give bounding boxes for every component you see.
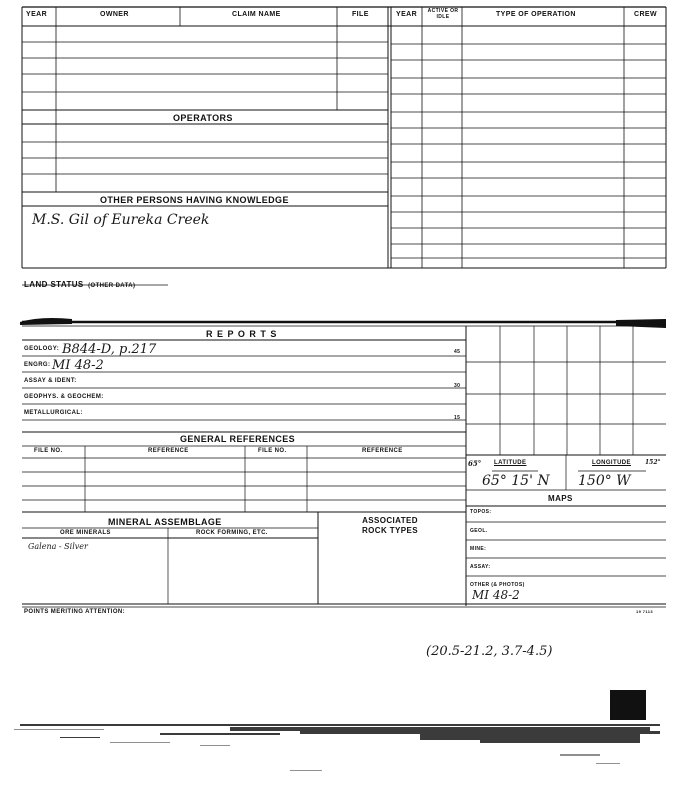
maps-label-mine: MINE: <box>470 546 487 552</box>
land-status-subtitle: (OTHER DATA) <box>88 283 136 289</box>
rock-forming-header: ROCK FORMING, ETC. <box>196 530 268 536</box>
report-label-metallurgical: METALLURGICAL: <box>24 410 83 416</box>
maps-value-other-photos: MI 48-2 <box>472 588 520 602</box>
report-num-assay: 30 <box>454 383 461 389</box>
report-label-geophys: GEOPHYS. & GEOCHEM: <box>24 394 104 400</box>
maps-label-other-photos: OTHER (& PHOTOS) <box>470 582 525 588</box>
longitude-prefix: 152° <box>645 459 661 466</box>
longitude-label: LONGITUDE <box>592 460 631 466</box>
header-crew: CREW <box>634 11 657 18</box>
reports-title: R E P O R T S <box>206 329 278 339</box>
maps-label-assay: ASSAY: <box>470 564 491 570</box>
general-references-title: GENERAL REFERENCES <box>180 434 296 444</box>
mineral-assemblage-title: MINERAL ASSEMBLAGE <box>108 517 222 527</box>
genref-header-reference-2: REFERENCE <box>362 448 403 454</box>
header-file: FILE <box>352 11 369 18</box>
header-active-or-idle: ACTIVE OR IDLE <box>427 8 459 20</box>
genref-header-file-no-2: FILE NO. <box>258 448 287 454</box>
report-label-engrg: ENGRG: <box>24 362 51 368</box>
report-num-geology: 45 <box>454 349 461 355</box>
report-value-engrg: MI 48-2 <box>52 358 104 373</box>
ore-minerals-header: ORE MINERALS <box>60 530 111 536</box>
genref-header-file-no-1: FILE NO. <box>34 448 63 454</box>
other-persons-entry: M.S. Gil of Eureka Creek <box>32 212 210 228</box>
longitude-value: 150° W <box>578 473 631 489</box>
header-year: YEAR <box>26 11 48 18</box>
latitude-label: LATITUDE <box>494 460 527 466</box>
land-status-title: LAND STATUS <box>24 280 84 289</box>
form-number: 19 7113 <box>636 609 654 614</box>
maps-label-geol: GEOL. <box>470 528 488 534</box>
points-meriting-attention-title: POINTS MERITING ATTENTION: <box>24 609 126 615</box>
header-owner: OWNER <box>100 11 129 18</box>
other-persons-title: OTHER PERSONS HAVING KNOWLEDGE <box>100 195 289 205</box>
latitude-value: 65° 15' N <box>482 473 550 489</box>
report-label-assay: ASSAY & IDENT: <box>24 378 77 384</box>
header-type-of-operation: TYPE OF OPERATION <box>496 11 576 18</box>
report-label-geology: GEOLOGY: <box>24 346 60 352</box>
maps-label-topos: TOPOS: <box>470 509 492 515</box>
header-claim-name: CLAIM NAME <box>232 11 281 18</box>
maps-title: MAPS <box>548 494 573 503</box>
report-num-metallurgical: 15 <box>454 415 461 421</box>
operators-title: OPERATORS <box>173 113 233 123</box>
latitude-prefix: 65° <box>468 459 482 468</box>
genref-header-reference-1: REFERENCE <box>148 448 189 454</box>
report-value-geology: B844-D, p.217 <box>62 342 157 357</box>
ore-minerals-entry: Galena - Silver <box>28 542 88 551</box>
header-year-2: YEAR <box>396 11 418 18</box>
land-status-heading <box>24 274 135 292</box>
associated-rock-types-title: ASSOCIATED ROCK TYPES <box>361 516 418 535</box>
points-note: (20.5-21.2, 3.7-4.5) <box>426 644 553 659</box>
